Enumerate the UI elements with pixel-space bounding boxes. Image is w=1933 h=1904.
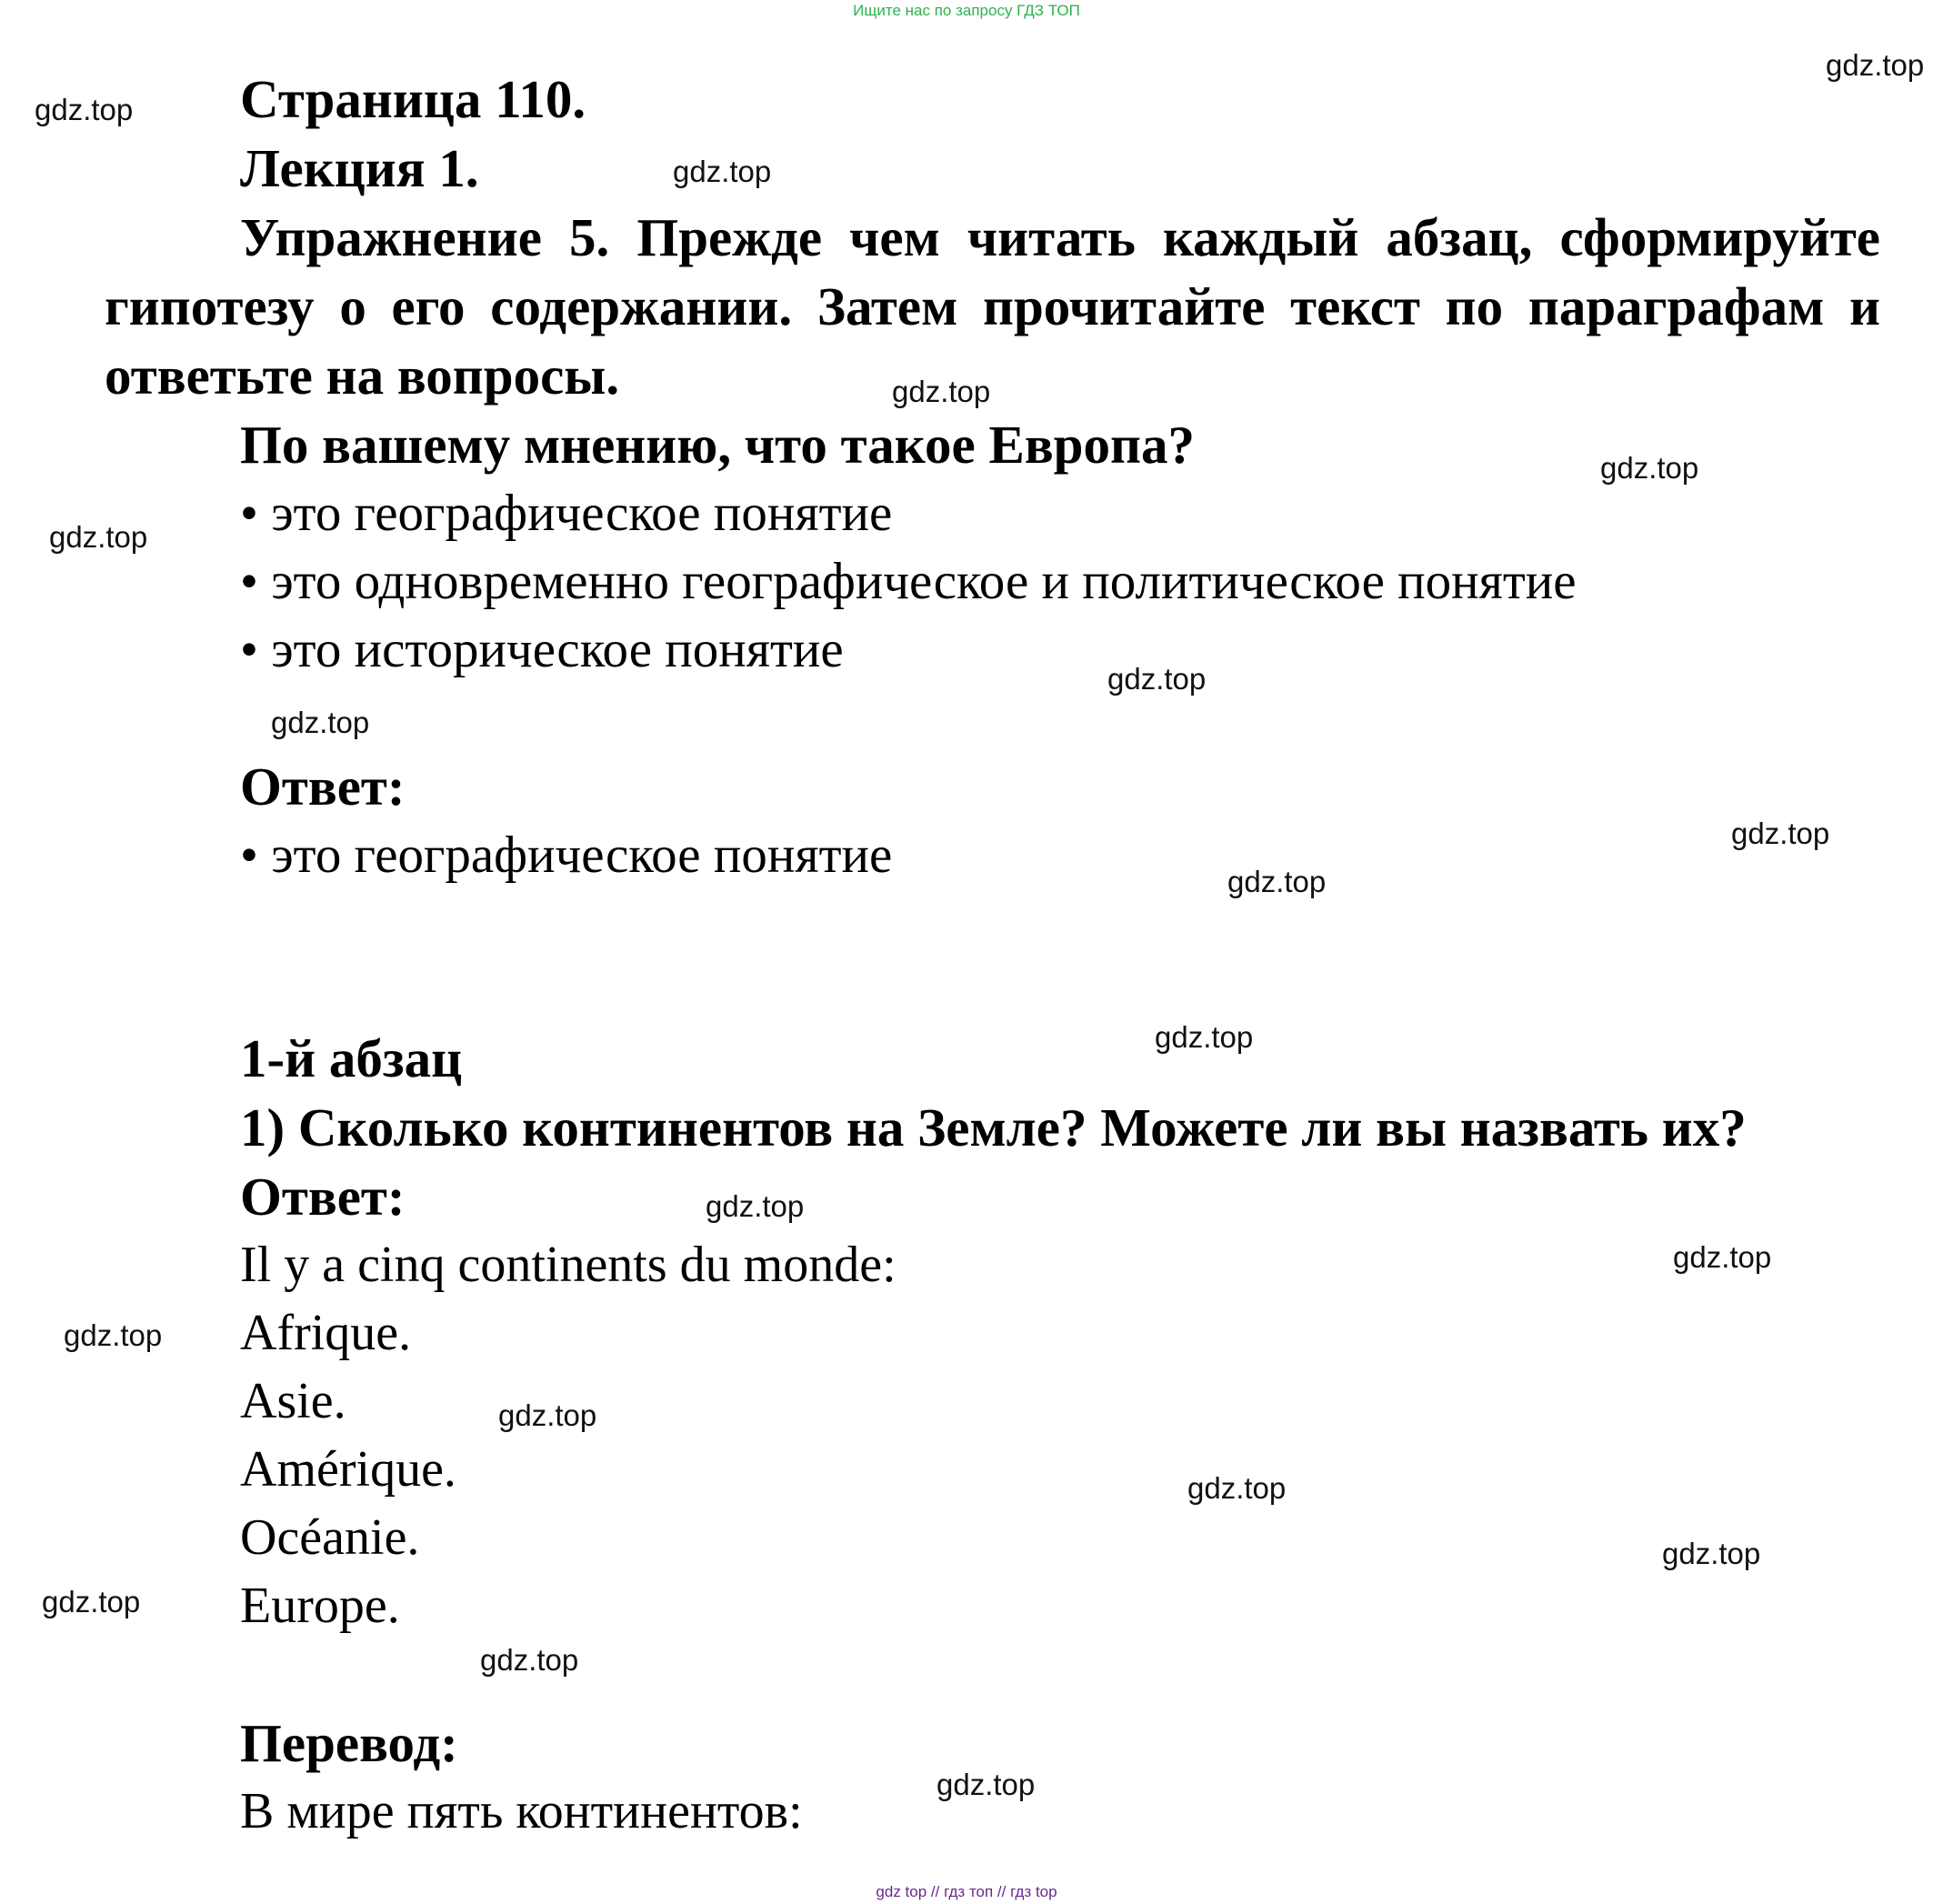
- answer-text: • это географическое понятие: [240, 827, 893, 884]
- watermark: gdz.top: [1600, 451, 1699, 485]
- watermark: gdz.top: [1826, 48, 1925, 82]
- answer-label: Ответ:: [240, 1167, 406, 1227]
- answer-line: Océanie.: [240, 1509, 420, 1566]
- exercise-line-3: ответьте на вопросы.: [105, 346, 620, 406]
- watermark: gdz.top: [892, 375, 991, 408]
- answer-line: Il y a cinq continents du monde:: [240, 1237, 896, 1293]
- watermark: gdz.top: [1187, 1471, 1287, 1505]
- watermark: gdz.top: [1673, 1240, 1772, 1274]
- question-europe-title: По вашему мнению, что такое Европа?: [240, 415, 1195, 475]
- answer-line: Europe.: [240, 1578, 400, 1634]
- translation-line: В мире пять континентов:: [240, 1783, 803, 1839]
- top-banner[interactable]: Ищите нас по запросу ГДЗ ТОП: [853, 2, 1080, 19]
- watermark: gdz.top: [1155, 1020, 1254, 1054]
- exercise-line-2: гипотезу о его содержании. Затем прочитайте текст по параграфам и: [105, 276, 1880, 336]
- answer-line: Amérique.: [240, 1441, 456, 1498]
- watermark: gdz.top: [35, 93, 134, 126]
- watermark: gdz.top: [42, 1585, 141, 1618]
- lecture-title: Лекция 1.: [240, 138, 479, 198]
- watermark: gdz.top: [936, 1768, 1036, 1801]
- watermark: gdz.top: [1662, 1537, 1761, 1570]
- watermark: gdz.top: [1107, 662, 1207, 696]
- watermark: gdz.top: [498, 1398, 597, 1432]
- paragraph-title: 1-й абзац: [240, 1028, 463, 1088]
- watermark: gdz.top: [1731, 817, 1830, 850]
- answer-line: Afrique.: [240, 1305, 412, 1361]
- option-item: • это одновременно географическое и политическое понятие: [240, 553, 1577, 610]
- answer-line: Asie.: [240, 1373, 346, 1429]
- option-item: • это географическое понятие: [240, 485, 893, 542]
- footer-links[interactable]: gdz top // гдз топ // гдз top: [876, 1883, 1057, 1900]
- watermark: gdz.top: [64, 1318, 163, 1352]
- watermark: gdz.top: [706, 1189, 805, 1223]
- watermark: gdz.top: [271, 706, 370, 739]
- answer-label: Ответ:: [240, 757, 406, 817]
- exercise-line-1: Упражнение 5. Прежде чем читать каждый абзац, сформируйте: [240, 207, 1880, 267]
- option-item: • это историческое понятие: [240, 621, 844, 678]
- page-title: Страница 110.: [240, 69, 586, 129]
- paragraph-question: 1) Сколько континентов на Земле? Можете ли вы назвать их?: [240, 1097, 1747, 1157]
- watermark: gdz.top: [673, 155, 772, 188]
- translation-label: Перевод:: [240, 1713, 458, 1773]
- watermark: gdz.top: [1227, 865, 1327, 898]
- watermark: gdz.top: [480, 1643, 579, 1677]
- watermark: gdz.top: [49, 520, 148, 554]
